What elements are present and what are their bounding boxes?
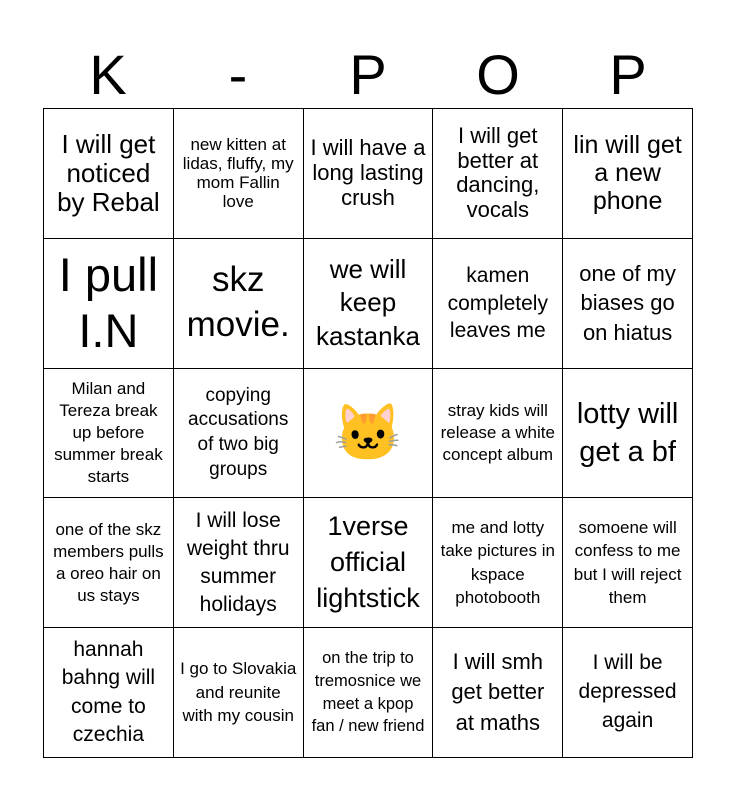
bingo-cell[interactable] — [304, 498, 434, 628]
bingo-cell[interactable] — [174, 239, 304, 369]
bingo-cell[interactable] — [563, 109, 693, 239]
bingo-cell-text: skz movie. — [186, 260, 290, 345]
bingo-cell[interactable] — [433, 239, 563, 369]
bingo-board — [43, 108, 693, 758]
bingo-cell[interactable] — [304, 628, 434, 758]
bingo-cell-text: I will be depressed again — [578, 651, 677, 733]
bingo-cell-text: hannah bahng will come to czechia — [61, 637, 156, 746]
bingo-cell[interactable] — [304, 239, 434, 369]
header-letter: P — [349, 43, 387, 106]
bingo-cell[interactable] — [44, 628, 174, 758]
bingo-cell-text: on the trip to tremosnice we meet a kpop fan / new friend — [311, 649, 425, 736]
bingo-cell[interactable] — [44, 369, 174, 499]
bingo-cell[interactable] — [433, 109, 563, 239]
bingo-cell[interactable] — [44, 109, 174, 239]
header-letter: - — [228, 43, 248, 106]
header-letter: P — [609, 43, 647, 106]
bingo-cell[interactable] — [174, 498, 304, 628]
bingo-cell[interactable] — [44, 239, 174, 369]
bingo-cell-text: I will lose weight thru summer holidays — [186, 509, 290, 616]
bingo-cell[interactable] — [174, 628, 304, 758]
bingo-cell-text: new kitten at lidas, fluffy, my mom Fallin love — [182, 135, 294, 212]
bingo-cell-text: we will keep kastanka — [315, 253, 421, 352]
bingo-cell[interactable] — [174, 109, 304, 239]
bingo-cell[interactable] — [304, 109, 434, 239]
bingo-cell-text: lin will get a new phone — [573, 131, 682, 216]
bingo-cell-text: I will smh get better at maths — [451, 649, 545, 735]
bingo-cell-text: I will get better at dancing, vocals — [456, 123, 540, 223]
bingo-cell[interactable] — [44, 498, 174, 628]
bingo-cell-text: I will have a long lasting crush — [310, 135, 426, 210]
bingo-cell[interactable] — [563, 369, 693, 499]
bingo-cell-text: stray kids will release a white concept album — [440, 400, 555, 465]
bingo-cell-text: Milan and Tereza break up before summer break starts — [54, 378, 163, 487]
header-letter: K — [89, 43, 127, 106]
bingo-cell-text: one of my biases go on hiatus — [579, 260, 676, 346]
bingo-cell-text: I pull I.N — [58, 247, 159, 358]
bingo-cell-text: me and lotty take pictures in kspace photobooth — [440, 517, 555, 608]
bingo-cell[interactable] — [433, 628, 563, 758]
bingo-cell-text: somoene will confess to me but I will reject them — [573, 517, 682, 608]
bingo-cell-text: 1verse official lightstick — [316, 511, 420, 613]
free-space[interactable] — [304, 369, 434, 499]
bingo-cell[interactable] — [563, 628, 693, 758]
bingo-cell-text: I will get noticed by Rebal — [57, 128, 160, 217]
header-letter: O — [476, 43, 520, 106]
bingo-cell[interactable] — [433, 498, 563, 628]
bingo-cell[interactable] — [174, 369, 304, 499]
bingo-cell[interactable] — [563, 239, 693, 369]
bingo-header — [43, 42, 693, 108]
bingo-cell-text: copying accusations of two big groups — [188, 384, 289, 480]
bingo-cell-text: one of the skz members pulls a oreo hair on us stays — [53, 519, 164, 605]
cat-face-icon: 🐱 — [333, 400, 403, 464]
bingo-cell-text: kamen completely leaves me — [447, 264, 548, 342]
bingo-cell[interactable] — [433, 369, 563, 499]
bingo-cell-text: lotty will get a bf — [576, 397, 679, 468]
bingo-cell-text: I go to Slovakia and reunite with my cousin — [180, 659, 297, 726]
bingo-cell[interactable] — [563, 498, 693, 628]
